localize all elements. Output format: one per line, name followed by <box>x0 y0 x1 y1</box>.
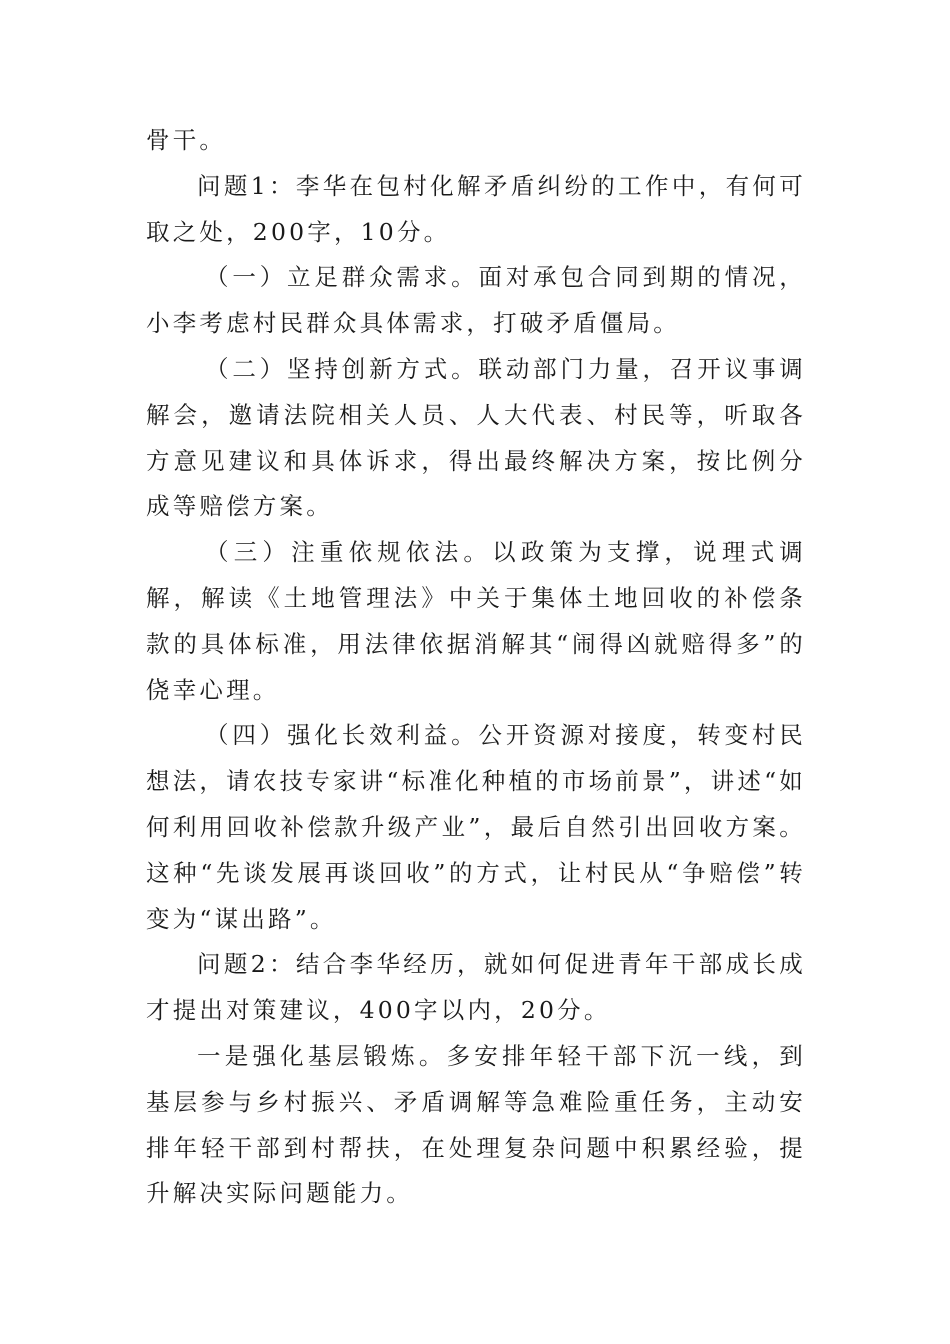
paragraph-answer-1-point-4: （四）强化长效利益。公开资源对接度，转变村民想法，请农技专家讲“标准化种植的市场前景”，讲述“如何利用回收补偿款升级产业”，最后自然引出回收方案。这种“先谈发展再谈回收”的方式，让村民从“争赔偿”转变为“谋出路”。 <box>146 721 806 933</box>
paragraph-answer-1-point-1: （一）立足群众需求。面对承包合同到期的情况，小李考虑村民群众具体需求，打破矛盾僵局。 <box>146 263 806 338</box>
paragraph-answer-1-point-2: （二）坚持创新方式。联动部门力量，召开议事调解会，邀请法院相关人员、人大代表、村民等，听取各方意见建议和具体诉求，得出最终解决方案，按比例分成等赔偿方案。 <box>146 354 806 521</box>
paragraph-question-2: 问题2：结合李华经历，就如何促进青年干部成长成才提出对策建议，400字以内，20分。 <box>146 950 806 1025</box>
paragraph-answer-2-point-1: 一是强化基层锻炼。多安排年轻干部下沉一线，到基层参与乡村振兴、矛盾调解等急难险重任务，主动安排年轻干部到村帮扶，在处理复杂问题中积累经验，提升解决实际问题能力。 <box>146 1041 806 1208</box>
document-body <box>146 118 806 1217</box>
paragraph-question-1: 问题1：李华在包村化解矛盾纠纷的工作中，有何可取之处，200字，10分。 <box>146 171 806 246</box>
paragraph-continuation: 骨干。 <box>146 126 227 154</box>
paragraph-answer-1-point-3: （三）注重依规依法。以政策为支撑，说理式调解，解读《土地管理法》中关于集体土地回收的补偿条款的具体标准，用法律依据消解其“闹得凶就赔得多”的侥幸心理。 <box>146 538 806 704</box>
